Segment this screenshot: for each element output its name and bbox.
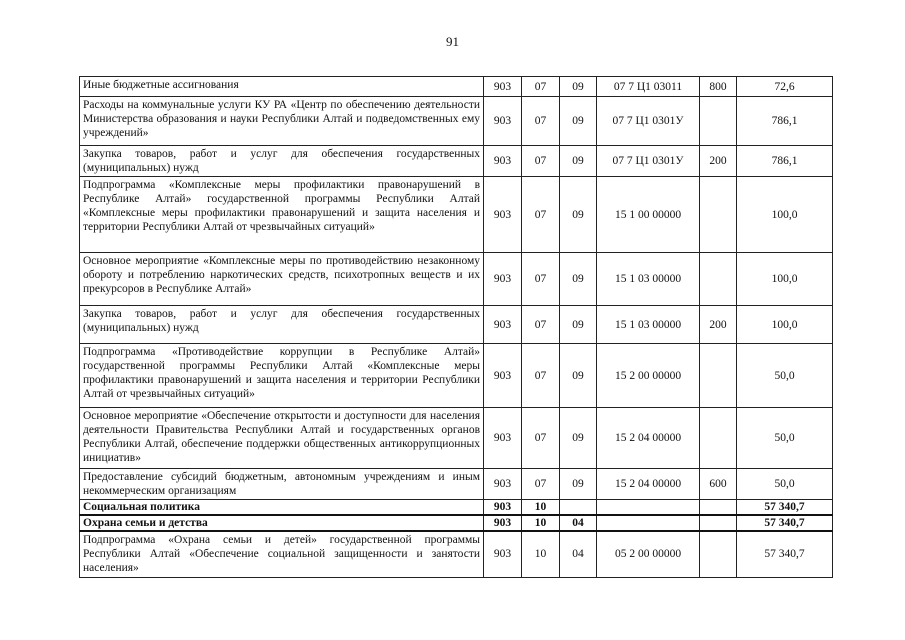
row-name: Закупка товаров, работ и услуг для обеспечения государственных (муниципальных) нужд [80,146,484,177]
row-sum: 786,1 [737,146,833,177]
row-target-article [597,515,700,531]
row-name: Предоставление субсидий бюджетным, автономным учреждениям и иным некоммерческим организациям [80,469,484,500]
row-subsection: 09 [560,177,597,253]
table-row-section-total [80,500,833,516]
row-name: Основное мероприятие «Комплексные меры по противодействию незаконному обороту и потреблению наркотических средств, психотропных веществ и их прекурсоров в Республике Алтай» [80,253,484,306]
row-subsection: 09 [560,408,597,469]
row-target-article: 15 2 04 00000 [597,408,700,469]
row-target-article [597,500,700,516]
page-number: 91 [446,34,459,49]
row-sum: 100,0 [737,177,833,253]
row-target-article: 15 1 03 00000 [597,253,700,306]
row-target-article: 15 2 04 00000 [597,469,700,500]
row-subsection [560,500,597,516]
row-target-article: 15 1 00 00000 [597,177,700,253]
row-name: Охрана семьи и детства [80,515,484,531]
row-sum: 72,6 [737,77,833,97]
row-sum: 57 340,7 [737,515,833,531]
table-row-subsection-total [80,515,833,531]
row-target-article: 07 7 Ц1 0301У [597,146,700,177]
row-sum: 100,0 [737,253,833,306]
row-name: Социальная политика [80,500,484,516]
row-sum: 50,0 [737,344,833,408]
row-name: Закупка товаров, работ и услуг для обеспечения государственных (муниципальных) нужд [80,306,484,344]
row-expense-type [700,344,737,408]
table-row [80,344,833,408]
row-target-article: 07 7 Ц1 0301У [597,97,700,146]
budget-table [79,76,833,578]
row-expense-type [700,253,737,306]
row-grbs: 903 [484,500,522,516]
row-sum: 50,0 [737,469,833,500]
row-grbs: 903 [484,97,522,146]
row-sum: 57 340,7 [737,531,833,577]
table-row [80,408,833,469]
row-section: 07 [522,344,560,408]
row-subsection: 04 [560,515,597,531]
row-target-article: 15 1 03 00000 [597,306,700,344]
row-name: Подпрограмма «Охрана семьи и детей» государственной программы Республики Алтай «Обеспечение социальной защищенности и занятости населения» [80,531,484,577]
row-sum: 57 340,7 [737,500,833,516]
row-grbs: 903 [484,531,522,577]
row-expense-type: 800 [700,77,737,97]
row-grbs: 903 [484,408,522,469]
row-subsection: 09 [560,77,597,97]
row-name: Подпрограмма «Комплексные меры профилактики правонарушений в Республике Алтай» государственной программы Республики Алтай «Комплексные меры профилактики правонарушений и защита населения и территории Республики Алтай от чрезвычайных ситуаций» [80,177,484,253]
row-section: 07 [522,306,560,344]
row-section: 07 [522,77,560,97]
table-row [80,469,833,500]
row-expense-type [700,97,737,146]
row-subsection: 09 [560,97,597,146]
row-grbs: 903 [484,344,522,408]
table-row [80,146,833,177]
row-expense-type: 600 [700,469,737,500]
table-row [80,531,833,577]
row-expense-type [700,515,737,531]
table-row [80,253,833,306]
row-grbs: 903 [484,253,522,306]
row-grbs: 903 [484,77,522,97]
row-section: 07 [522,408,560,469]
table-row [80,77,833,97]
row-grbs: 903 [484,306,522,344]
row-sum: 100,0 [737,306,833,344]
row-sum: 50,0 [737,408,833,469]
row-name: Основное мероприятие «Обеспечение открытости и доступности для населения деятельности Правительства Республики Алтай и государственных органов Республики Алтай, обеспечение поддержки общественных антикоррупционных инициатив» [80,408,484,469]
row-name: Расходы на коммунальные услуги КУ РА «Центр по обеспечению деятельности Министерства образования и науки Республики Алтай и подведомственных ему учреждений» [80,97,484,146]
row-section: 10 [522,531,560,577]
row-section: 07 [522,253,560,306]
row-target-article: 07 7 Ц1 03011 [597,77,700,97]
row-grbs: 903 [484,146,522,177]
row-section: 10 [522,515,560,531]
row-grbs: 903 [484,515,522,531]
budget-table-body [80,77,833,578]
table-row [80,97,833,146]
row-expense-type [700,500,737,516]
row-section: 10 [522,500,560,516]
row-subsection: 09 [560,469,597,500]
row-grbs: 903 [484,177,522,253]
table-row [80,306,833,344]
row-subsection: 09 [560,344,597,408]
row-expense-type [700,408,737,469]
row-expense-type [700,177,737,253]
table-row [80,177,833,253]
row-grbs: 903 [484,469,522,500]
row-sum: 786,1 [737,97,833,146]
row-target-article: 05 2 00 00000 [597,531,700,577]
row-name: Подпрограмма «Противодействие коррупции в Республике Алтай» государственной программы Республики Алтай «Комплексные меры профилактики правонарушений и защита населения и территории Республики Алтай от чрезвычайных ситуаций» [80,344,484,408]
row-section: 07 [522,146,560,177]
row-target-article: 15 2 00 00000 [597,344,700,408]
row-name: Иные бюджетные ассигнования [80,77,484,97]
row-subsection: 09 [560,253,597,306]
row-expense-type: 200 [700,146,737,177]
row-subsection: 09 [560,146,597,177]
row-section: 07 [522,177,560,253]
row-section: 07 [522,469,560,500]
row-subsection: 09 [560,306,597,344]
row-expense-type: 200 [700,306,737,344]
row-subsection: 04 [560,531,597,577]
row-expense-type [700,531,737,577]
row-section: 07 [522,97,560,146]
